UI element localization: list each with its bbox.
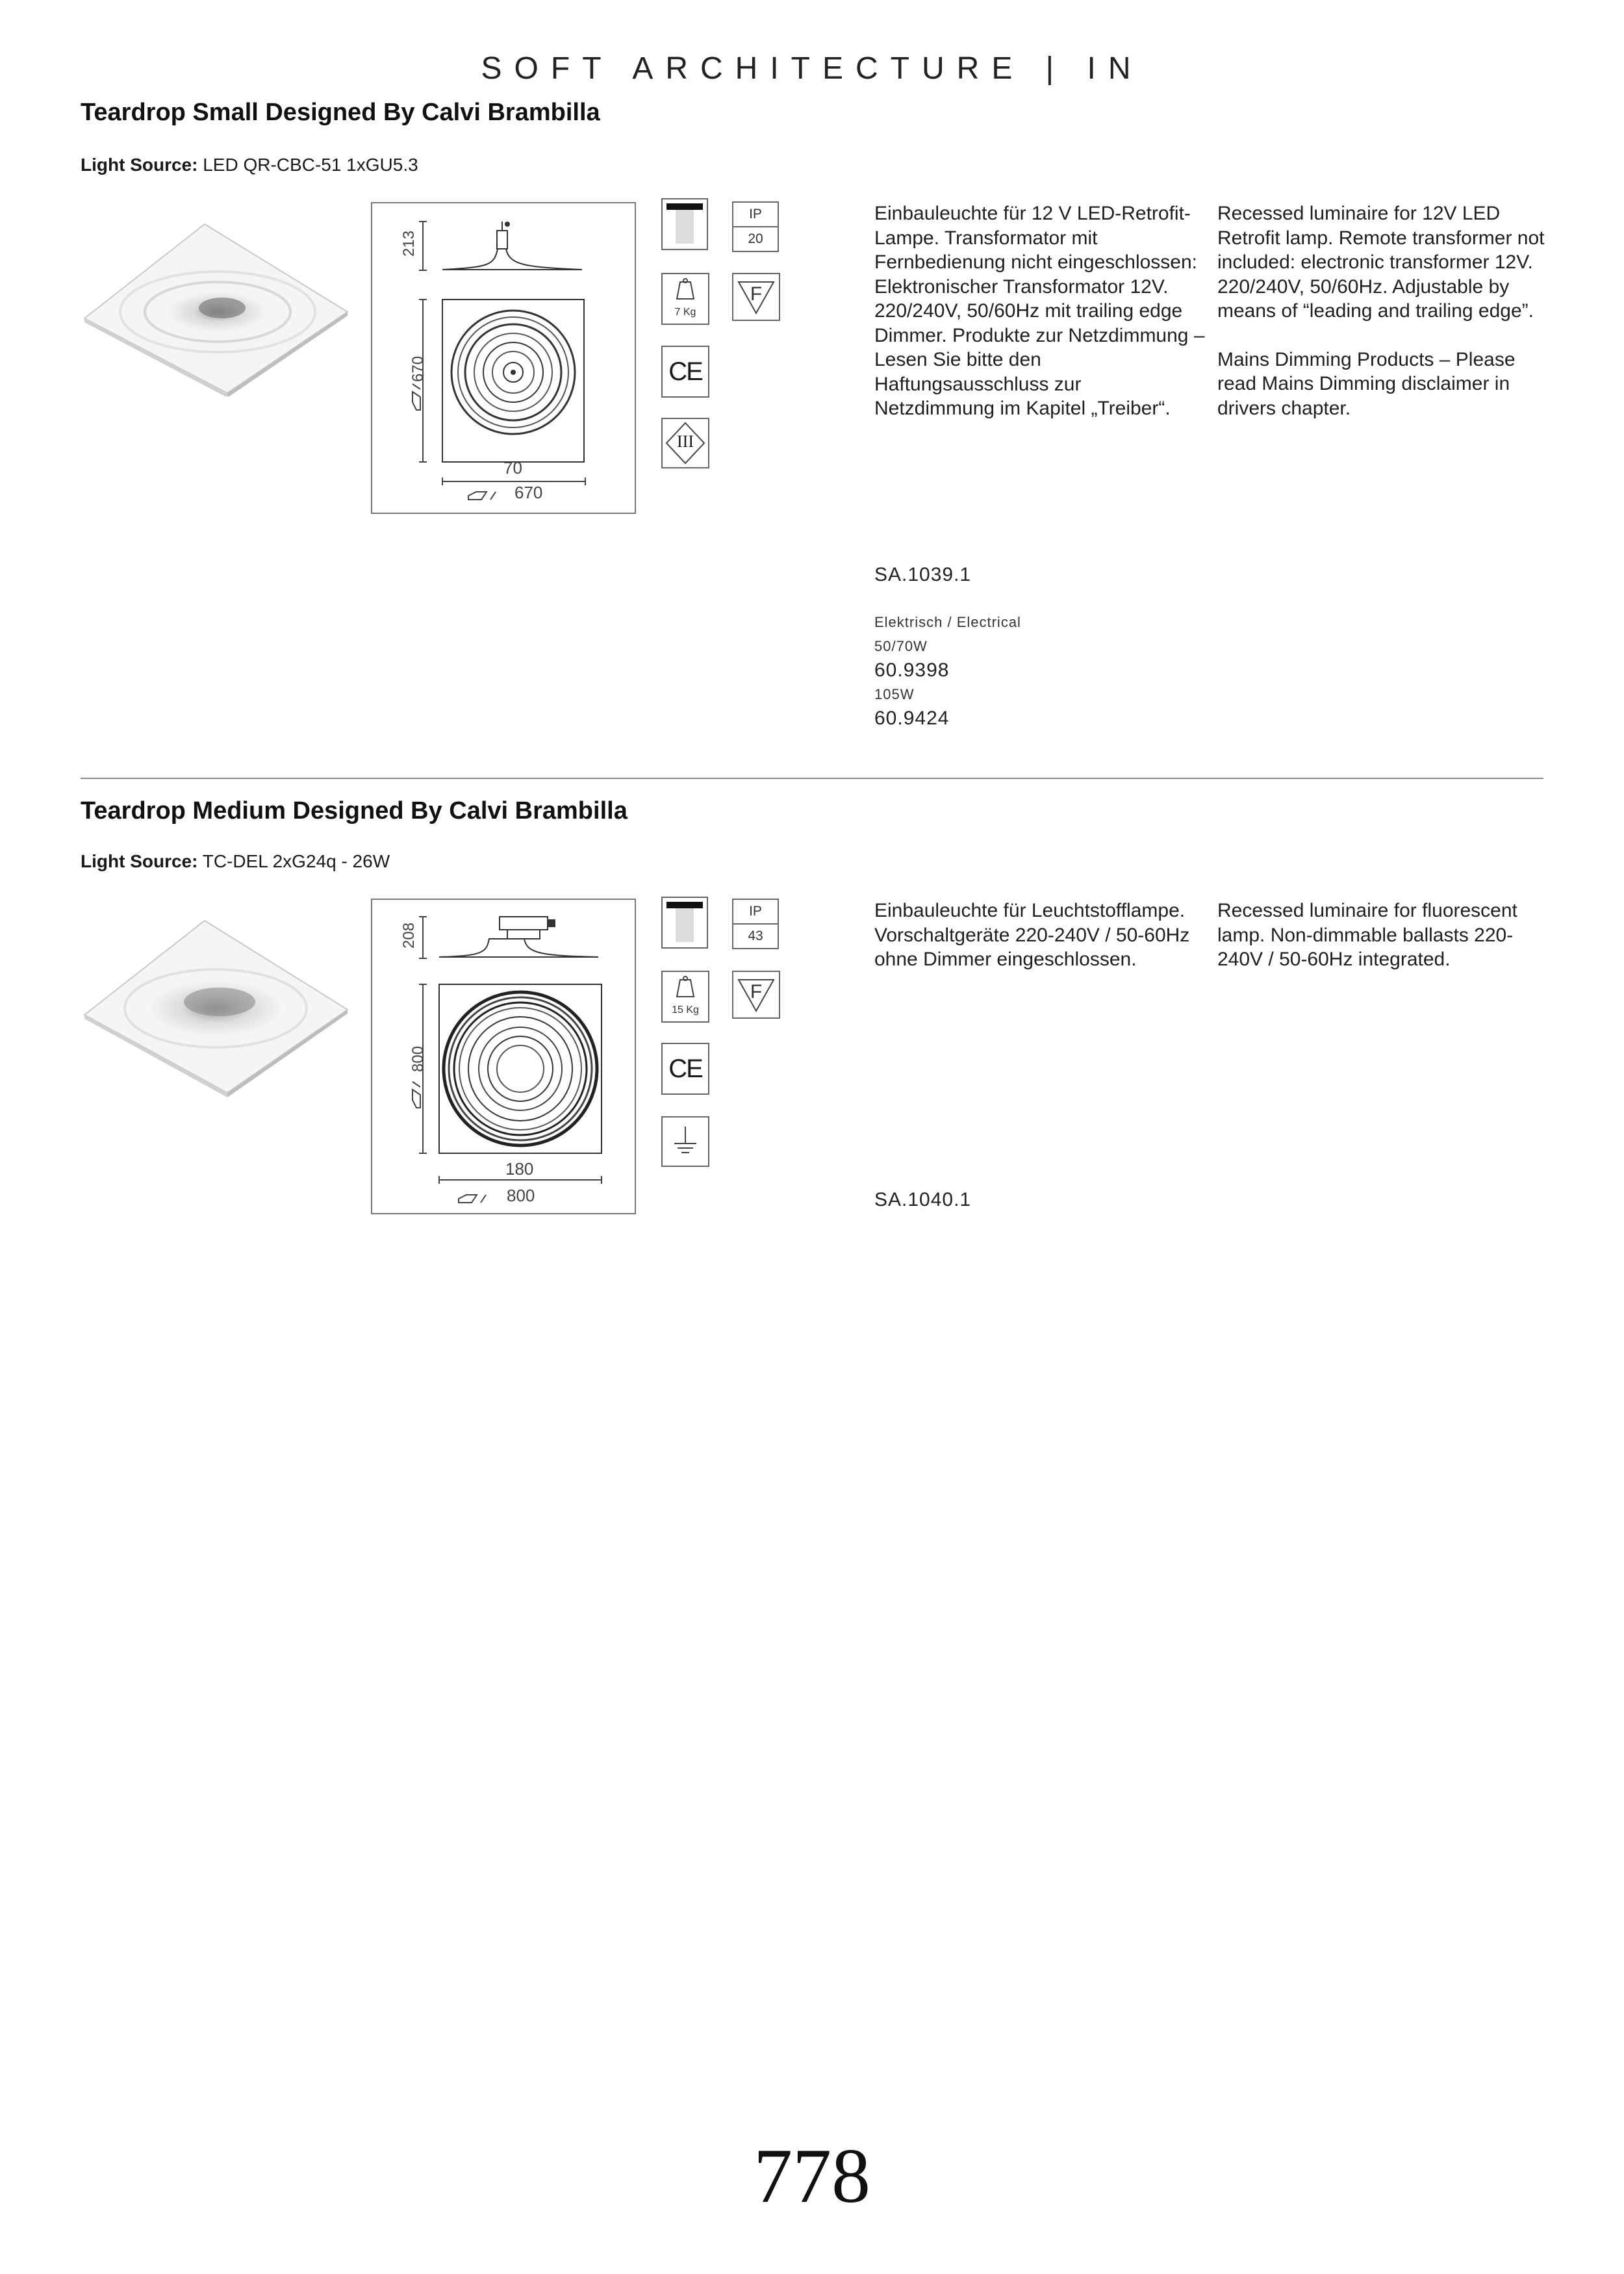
class-iii-icon xyxy=(661,418,709,468)
dim-height: 213 xyxy=(400,230,418,257)
ce-icon: CE xyxy=(661,346,709,398)
dim-depth: 670 xyxy=(409,355,427,382)
weight-icon xyxy=(661,273,709,325)
dim-depth: 800 xyxy=(409,1045,427,1072)
product-code: SA.1039.1 xyxy=(874,564,972,585)
page-header: SOFT ARCHITECTURE | IN xyxy=(481,51,1143,86)
ce-icon: CE xyxy=(661,1043,709,1095)
ip-rating xyxy=(732,201,779,252)
dim-width: 670 xyxy=(514,483,543,502)
power-value: 50/70W xyxy=(874,638,928,654)
product-image xyxy=(78,917,351,1099)
f-mark-label: F xyxy=(750,283,763,305)
section-divider xyxy=(81,778,1543,779)
description-en-text: Recessed luminaire for 12V LED Retrofit lamp. Remote transformer not included: electronic transformer 12V. 220/240V, 50/60Hz. Adjustable by means of “leading and trailing edge”. xyxy=(1217,203,1545,322)
power-value: 105W xyxy=(874,686,915,702)
ip-label: IP xyxy=(749,207,762,222)
description-en-text: Recessed luminaire for fluorescent lamp. Non-dimmable ballasts 220-240V / 50-60Hz integrated. xyxy=(1217,900,1517,970)
ip-value: 43 xyxy=(733,923,778,948)
ip-value: 20 xyxy=(733,226,778,251)
description-en xyxy=(1217,201,1549,444)
beam-icon xyxy=(661,198,708,250)
description-de-text: Einbauleuchte für 12 V LED-Retrofit-Lampe. Transformator mit Fernbedienung nicht eingeschlossen: Elektronischer Transformator 12V. 220/240V, 50/60Hz mit trailing edge Dimmer. Produkte zur Netzdimmung – Lesen Sie bitte den Haftungsausschluss zur Netzdimmung im Kapitel „Treiber“. xyxy=(874,203,1205,419)
ip-label: IP xyxy=(749,904,762,919)
weight-glyph-icon xyxy=(663,972,708,1004)
product-code: SA.1040.1 xyxy=(874,1189,972,1210)
electrical-code: 60.9424 xyxy=(874,708,950,729)
page-number: 778 xyxy=(754,2132,870,2219)
weight-value: 15 Kg xyxy=(672,1004,699,1016)
product-title: Teardrop Medium Designed By Calvi Brambilla xyxy=(81,797,628,824)
dim-width: 800 xyxy=(507,1186,535,1205)
f-mark-icon xyxy=(732,971,780,1019)
product-image xyxy=(78,221,351,396)
description-de xyxy=(874,201,1206,445)
light-source-value: TC-DEL 2xG24q - 26W xyxy=(202,851,390,871)
dim-hole: 70 xyxy=(503,458,522,478)
weight-glyph-icon xyxy=(663,274,708,307)
description-en-text-2: Mains Dimming Products – Please read Mains Dimming disclaimer in drivers chapter. xyxy=(1217,348,1516,419)
beam-icon xyxy=(661,897,708,949)
light-source-label: Light Source: xyxy=(81,851,198,871)
class-label: III xyxy=(677,432,694,451)
f-mark-label: F xyxy=(750,981,763,1003)
weight-value: 7 Kg xyxy=(674,307,696,318)
weight-icon xyxy=(661,971,709,1023)
dim-height: 208 xyxy=(400,922,418,949)
light-source-label: Light Source: xyxy=(81,155,198,175)
light-source-value: LED QR-CBC-51 1xGU5.3 xyxy=(203,155,418,175)
light-source xyxy=(81,155,418,175)
earth-ground-icon xyxy=(663,1118,708,1166)
f-mark-icon xyxy=(732,273,780,321)
description-de xyxy=(874,899,1206,996)
ground-icon xyxy=(661,1116,709,1167)
description-en xyxy=(1217,899,1549,996)
electrical-code: 60.9398 xyxy=(874,659,950,681)
light-source xyxy=(81,851,390,872)
electrical-label: Elektrisch / Electrical xyxy=(874,614,1021,630)
dim-hole: 180 xyxy=(505,1159,534,1179)
description-de-text: Einbauleuchte für Leuchtstofflampe. Vorschaltgeräte 220-240V / 50-60Hz ohne Dimmer eingeschlossen. xyxy=(874,900,1190,970)
product-title: Teardrop Small Designed By Calvi Brambilla xyxy=(81,99,600,126)
ip-rating xyxy=(732,899,779,949)
